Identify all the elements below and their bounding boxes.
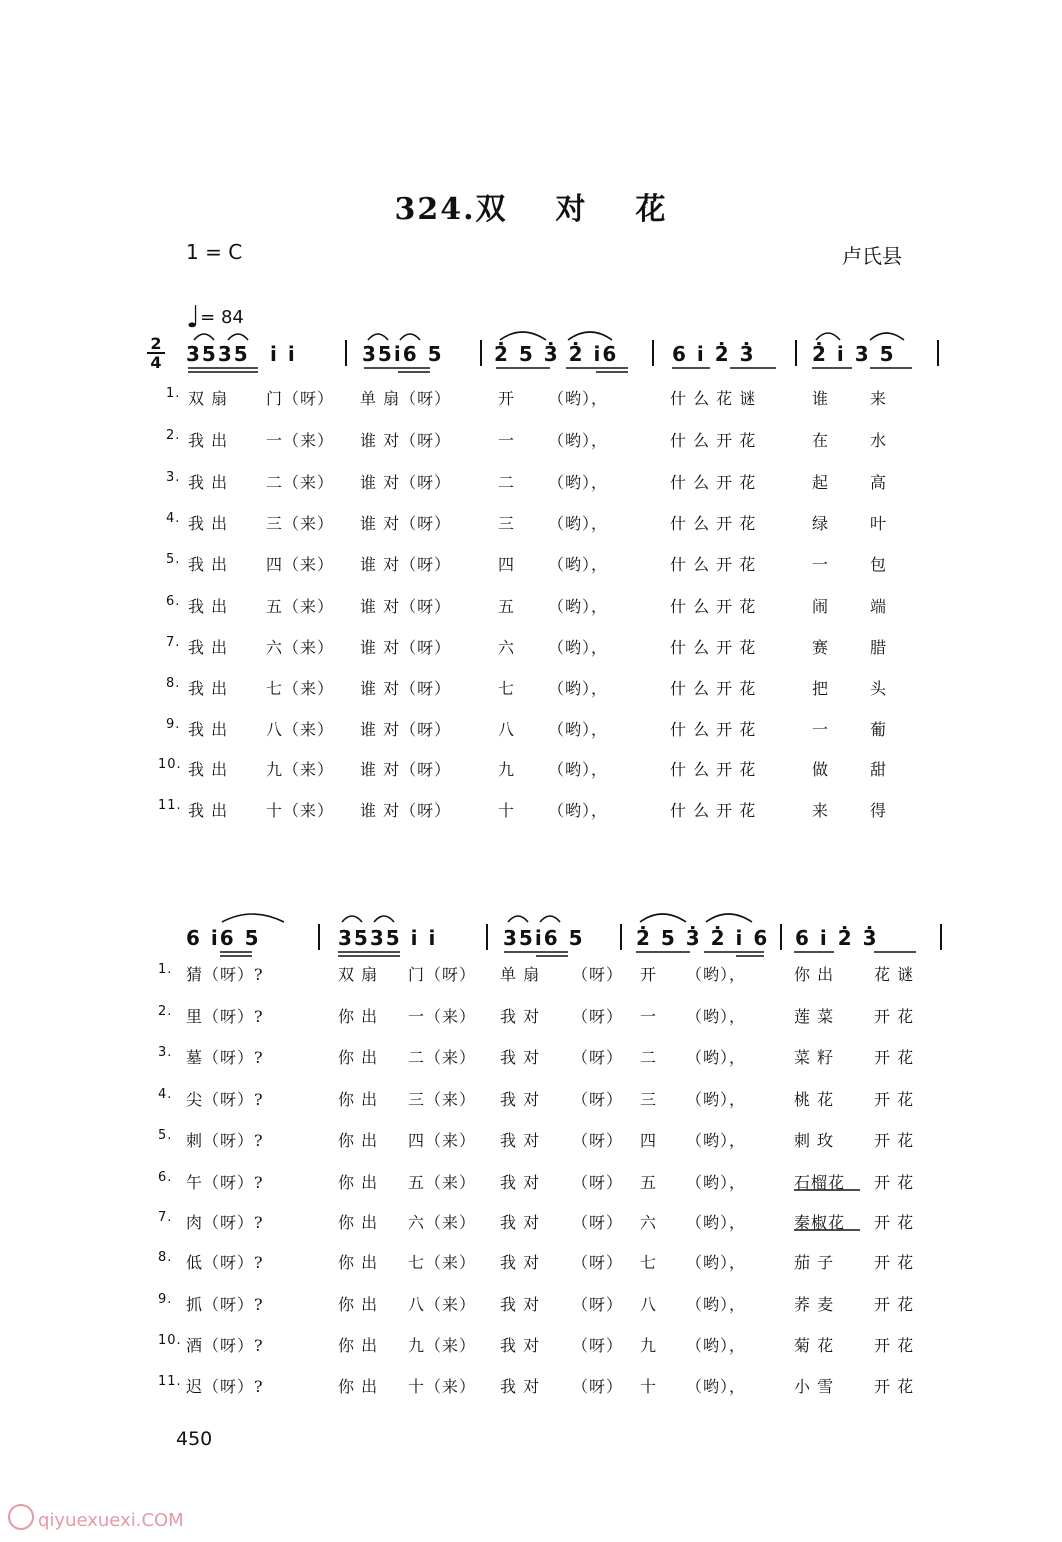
barline: [480, 340, 482, 366]
barline: [318, 924, 320, 950]
stave-1-measure-1a: 3535: [186, 342, 250, 366]
watermark: qiyuexuexi.COM: [8, 1504, 184, 1531]
quarter-note-icon: ♩: [186, 300, 201, 335]
song-title: 324.双 对 花: [394, 192, 668, 227]
barline: [780, 924, 782, 950]
key-signature: 1 = C: [186, 240, 243, 264]
region-label: 卢氏县: [842, 244, 902, 268]
stave-1-measure-4: 6 i 2̇ 3̇: [672, 342, 756, 366]
stave-1-measure-3: 2̇ 5 3̇ 2̇ i6: [494, 342, 619, 366]
page-number: 450: [176, 1428, 213, 1450]
barline: [345, 340, 347, 366]
stave-2-measure-1: 6 i6 5: [186, 926, 261, 950]
stave-1-measure-5: 2̇ i 3 5: [812, 342, 896, 366]
barline: [652, 340, 654, 366]
stave-1-measure-2: 35i6 5: [362, 342, 444, 366]
barline: [937, 340, 939, 366]
barline: [940, 924, 942, 950]
stave-2-measure-2: 3535 i i: [338, 926, 438, 950]
barline: [795, 340, 797, 366]
stave-2-measure-3: 35i6 5: [503, 926, 585, 950]
barline: [486, 924, 488, 950]
stave-1-measure-1b: i i: [270, 342, 297, 366]
stave-2-measure-4: 2̇ 5 3̇ 2̇ i 6: [636, 926, 770, 950]
tempo-marking: ♩= 84: [186, 300, 244, 335]
time-signature: 2 4: [147, 335, 165, 371]
watermark-logo-icon: [8, 1504, 34, 1530]
stave-2-measure-5: 6 i 2̇ 3̇: [795, 926, 879, 950]
barline: [620, 924, 622, 950]
